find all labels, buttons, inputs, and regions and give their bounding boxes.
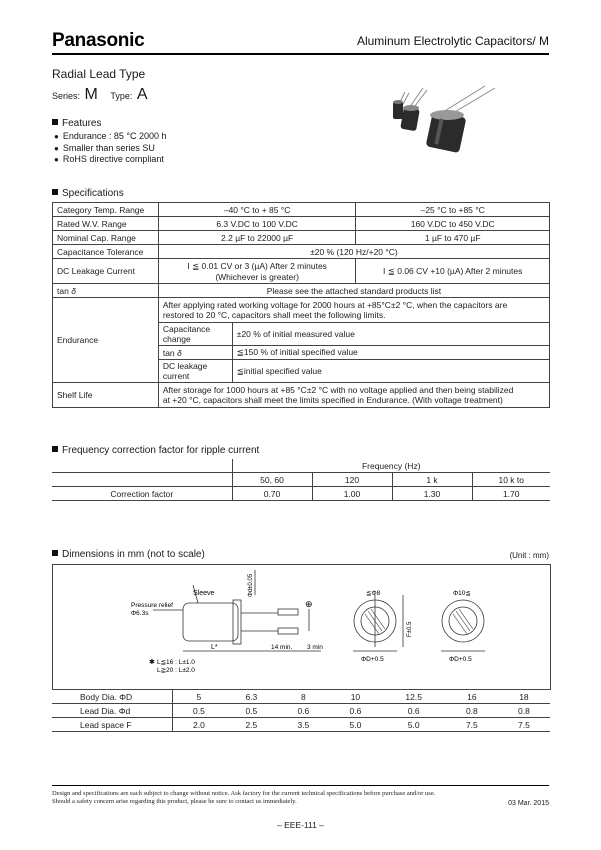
body-dia-label-large: ΦD+0.5 <box>449 656 472 663</box>
delta-symbol: δ <box>177 347 182 358</box>
specifications-table <box>52 202 550 408</box>
frequency-heading: Frequency correction factor for ripple current <box>52 445 259 456</box>
type-label: Type: <box>110 91 133 101</box>
lead-space-label: F±0.5 <box>407 621 413 637</box>
table-row: Capacitance Tolerance ±20 % (120 Hz/+20 °C) <box>53 245 550 259</box>
capacitor-photo <box>385 80 520 160</box>
series-value: M <box>84 86 98 103</box>
dimension-drawing <box>53 565 550 689</box>
page-number: – EEE-111 – <box>277 820 324 830</box>
length-label: L* <box>211 644 218 651</box>
lead-diameter-label: Φd±0.05 <box>248 573 254 597</box>
length-tolerance-2: L≧20 : L±2.0 <box>157 667 195 674</box>
table-row: Capacitance change ±20 % of initial measured value <box>53 323 550 346</box>
footer-note: Design and specifications are each subject to change without notice. Ask factory for the current technical specifications before purchase and/or use. Should a safety concern arise regarding this product, please be sure to contact us immediately. <box>52 790 436 805</box>
feature-item: ● Smaller than series SU <box>54 143 167 155</box>
body-dia-label-small: ΦD+0.5 <box>361 656 384 663</box>
lead-3mm-label: 3 min <box>307 644 323 651</box>
table-row: tan δ ≦150 % of initial specified value <box>53 346 550 360</box>
specifications-heading: Specifications <box>52 188 124 199</box>
plus-mark: ⊕ <box>305 599 313 609</box>
table-row: Frequency (Hz) <box>52 459 550 473</box>
footer-date: 03 Mar. 2015 <box>508 800 549 807</box>
capacitor-small <box>393 100 403 119</box>
document-title: Aluminum Electrolytic Capacitors/ M <box>356 34 549 48</box>
lead-min-label: 14 min. <box>271 644 293 651</box>
footer-rule <box>52 785 549 786</box>
delta-symbol: δ <box>71 285 76 296</box>
unit-label: (Unit : mm) <box>509 551 549 560</box>
table-row: DC leakage current ≦initial specified value <box>53 360 550 383</box>
table-row: Rated W.V. Range 6.3 V.DC to 100 V.DC 160 V.DC to 450 V.DC <box>53 217 550 231</box>
type-heading: Radial Lead Type <box>52 67 146 81</box>
feature-item: ● RoHS directive compliant <box>54 154 167 166</box>
length-tolerance-1: L≦16 : L±1.0 <box>157 659 195 666</box>
feature-item: ● Endurance : 85 °C 2000 h <box>54 131 167 143</box>
star-mark: ✱ <box>149 659 155 666</box>
table-row: Body Dia. ΦD 5 6.3 8 10 12.5 16 18 <box>52 690 550 704</box>
pressure-relief-label: Pressure relief <box>131 602 173 609</box>
sleeve-label: Sleeve <box>193 590 215 597</box>
series-label: Series: <box>52 91 81 101</box>
table-row: DC Leakage Current I ≦ 0.01 CV or 3 (µA) After 2 minutes (Whichever is greater) I ≦ 0.06 CV +10 (µA) After 2 minutes <box>53 259 550 284</box>
series-line <box>52 86 148 104</box>
table-row: Lead Dia. Φd 0.5 0.5 0.6 0.6 0.6 0.8 0.8 <box>52 704 550 718</box>
features-list <box>54 131 167 166</box>
capacitor-large <box>426 110 467 153</box>
table-row: Category Temp. Range –40 °C to + 85 °C –25 °C to +85 °C <box>53 203 550 217</box>
header-rule <box>52 53 549 55</box>
small-dia-label: ≦Φ8 <box>366 590 381 597</box>
table-row: Correction factor 0.70 1.00 1.30 1.70 <box>52 487 550 501</box>
brand-logo: Panasonic <box>52 30 145 51</box>
dimensions-heading: Dimensions in mm (not to scale) <box>52 549 205 560</box>
dimension-table <box>52 690 550 732</box>
pressure-relief-size: Φ6.3s <box>131 610 149 617</box>
type-value: A <box>136 86 148 103</box>
table-row: Nominal Cap. Range 2.2 µF to 22000 µF 1 µF to 470 µF <box>53 231 550 245</box>
large-dia-label: Φ10≦ <box>453 590 471 597</box>
features-heading: Features <box>52 118 101 129</box>
table-row: Endurance After applying rated working voltage for 2000 hours at +85°C±2 °C, when the capacitors are restored to 20 °C, capacitors shall meet the following limits. <box>53 298 550 323</box>
frequency-table <box>52 459 550 501</box>
table-row: 50, 60 120 1 k 10 k to <box>52 473 550 487</box>
capacitor-medium <box>400 105 420 131</box>
table-row: Lead space F 2.0 2.5 3.5 5.0 5.0 7.5 7.5 <box>52 718 550 732</box>
dimension-diagram <box>52 564 551 690</box>
table-row: tan δ Please see the attached standard products list <box>53 284 550 298</box>
table-row: Shelf Life After storage for 1000 hours at +85 °C±2 °C with no voltage applied and then being stabilized at +20 °C, capacitors shall meet the limits specified in Endurance. (With voltage treatment) <box>53 383 550 408</box>
